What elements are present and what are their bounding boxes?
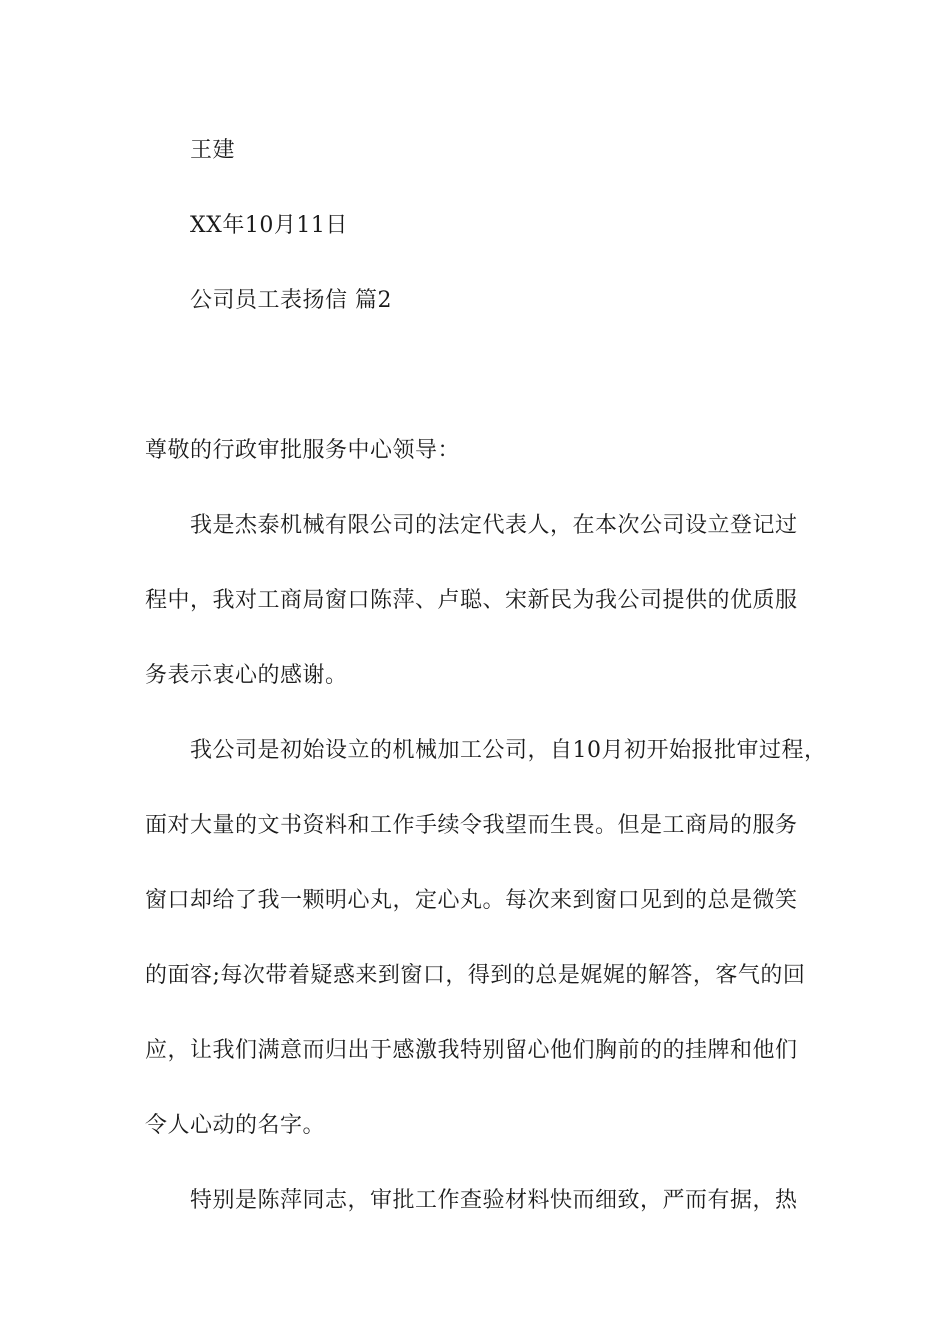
body-line: 令人心动的名字。: [145, 1113, 326, 1138]
body-line: 我是杰泰机械有限公司的法定代表人，在本次公司设立登记过: [190, 513, 798, 538]
body-line: 应，让我们满意而归出于感激我特别留心他们胸前的的挂牌和他们: [145, 1038, 798, 1063]
letter-heading: 公司员工表扬信 篇2: [190, 288, 392, 313]
body-line: 特别是陈萍同志，审批工作查验材料快而细致，严而有据，热: [190, 1188, 798, 1213]
body-line: 的面容;每次带着疑惑来到窗口，得到的总是娓娓的解答，客气的回: [145, 963, 806, 988]
body-line: 面对大量的文书资料和工作手续令我望而生畏。但是工商局的服务: [145, 813, 798, 838]
body-line: 程中，我对工商局窗口陈萍、卢聪、宋新民为我公司提供的优质服: [145, 588, 798, 613]
body-line: 窗口却给了我一颗明心丸，定心丸。每次来到窗口见到的总是微笑: [145, 888, 798, 913]
body-line: 务表示衷心的感谢。: [145, 663, 348, 688]
letter-date: XX年10月11日: [190, 213, 348, 238]
salutation: 尊敬的行政审批服务中心领导：: [145, 438, 461, 463]
signature-name: 王建: [190, 138, 236, 163]
body-line: 我公司是初始设立的机械加工公司，自10月初开始报批审过程，: [190, 738, 827, 763]
